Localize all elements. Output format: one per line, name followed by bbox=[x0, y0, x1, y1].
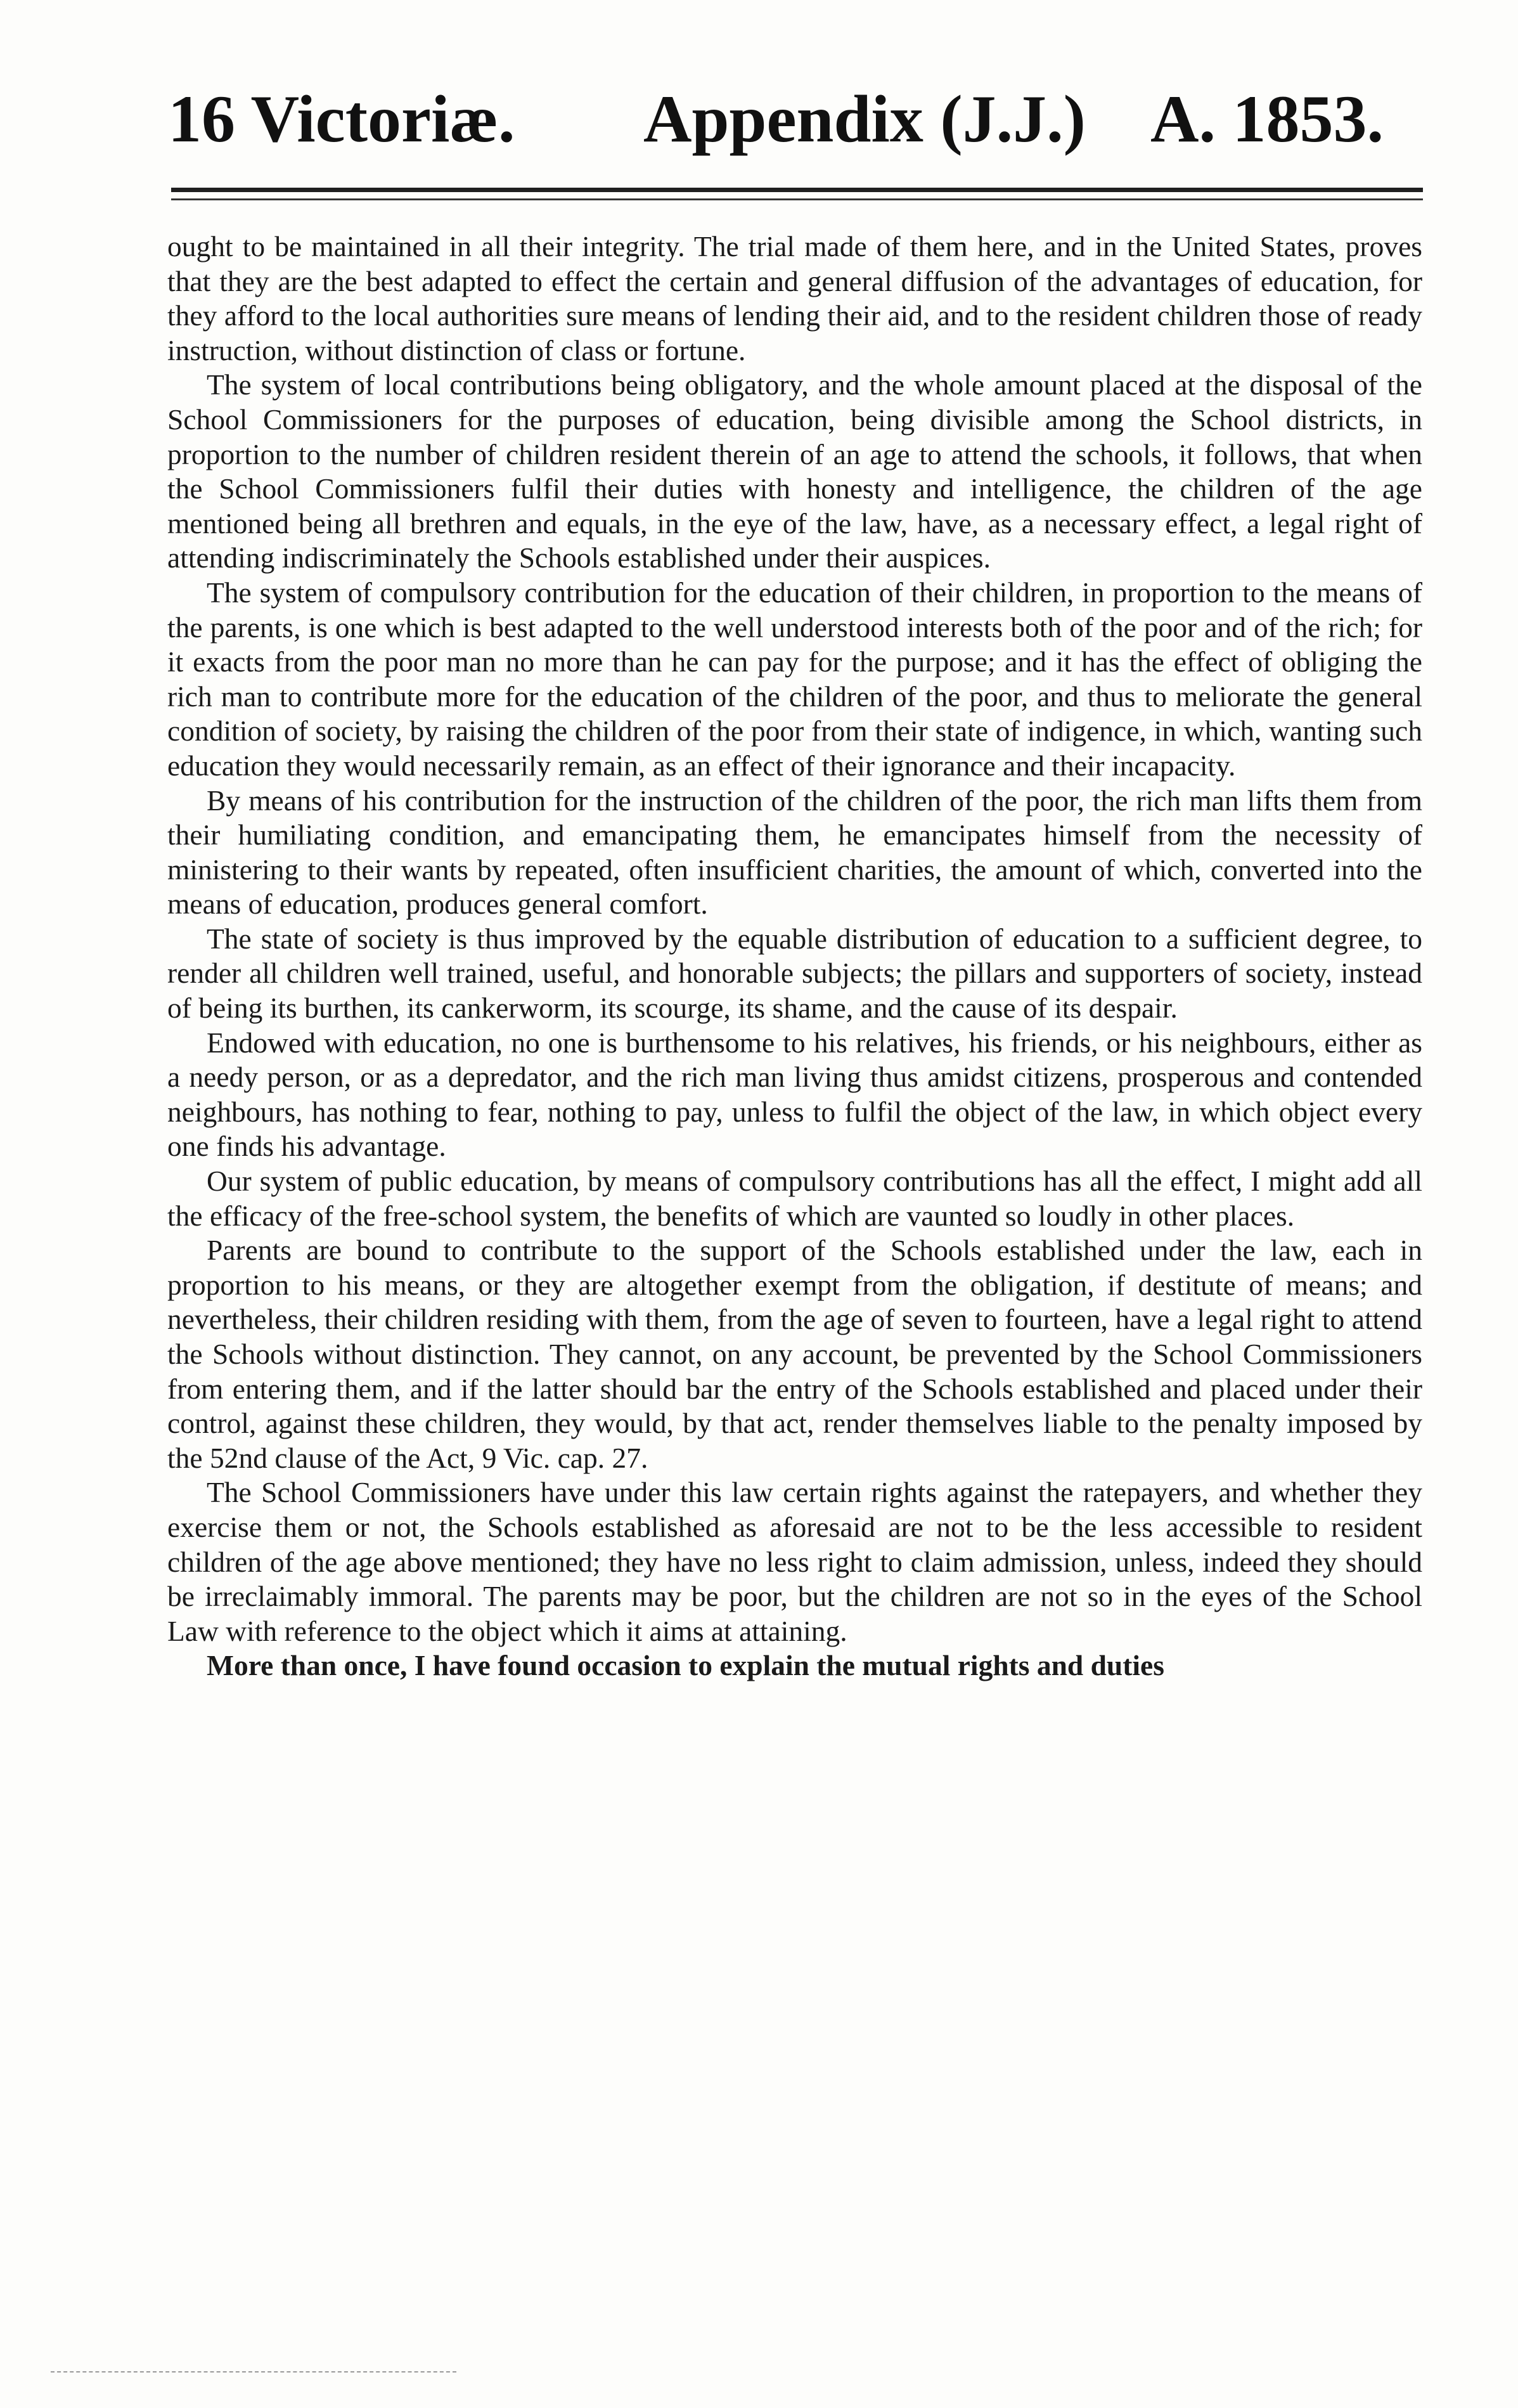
paragraph: Endowed with education, no one is burthensome to his relatives, his friends, or his neighbours, either as a needy person, or as a depredator, and the rich man living thus amidst citizens, prosperous and contended neighbours, has nothing to fear, nothing to pay, unless to fulfil the object of the law, in which object every one finds his advantage. bbox=[167, 1026, 1422, 1163]
paragraph: By means of his contribution for the instruction of the children of the poor, the rich man lifts them from their humiliating condition, and emancipating them, he emancipates himself from the necessity of ministering to their wants by repeated, often insufficient charities, the amount of which, converted into the means of education, produces general comfort. bbox=[167, 784, 1422, 921]
paragraph: The system of local contributions being obligatory, and the whole amount placed at the disposal of the School Commissioners for the purposes of education, being divisible among the School districts, in proportion to the number of children resident therein of an age to attend the schools, it follows, that when the School Commissioners fulfil their duties with honesty and intelligence, the children of the age mentioned being all brethren and equals, in the eye of the law, have, as a necessary effect, a legal right of attending indiscriminately the Schools established under their auspices. bbox=[167, 368, 1422, 574]
paragraph: Our system of public education, by means of compulsory contributions has all the effect, I might add all the efficacy of the free-school system, the benefits of which are vaunted so loudly in other places. bbox=[167, 1165, 1422, 1232]
paragraph: Parents are bound to contribute to the support of the Schools established under the law, each in proportion to his means, or they are altogether exempt from the obligation, if destitute of means; and nevertheless, their children residing with them, from the age of seven to fourteen, have a legal right to attend the Schools without distinction. They cannot, on any account, be prevented by the School Commissioners from entering them, and if the latter should bar the entry of the Schools established and placed under their control, against these children, they would, by that act, render themselves liable to the penalty imposed by the 52nd clause of the Act, 9 Vic. cap. 27. bbox=[167, 1234, 1422, 1474]
paragraph: The system of compulsory contribution for the education of their children, in proportion to the means of the parents, is one which is best adapted to the well understood interests both of the poor and of the rich; for it exacts from the poor man no more than he can pay for the purpose; and it has the effect of obliging the rich man to contribute more for the education of the children of the poor, and thus to meliorate the general condition of society, by raising the children of the poor from their state of indigence, in which, wanting such education they would necessarily remain, as an effect of their ignorance and their incapacity. bbox=[167, 576, 1422, 782]
header-rule-thick bbox=[171, 188, 1423, 192]
header-appendix: Appendix (J.J.) bbox=[643, 82, 1086, 156]
paragraph: The School Commissioners have under this law certain rights against the ratepayers, and whether they exercise them or not, the Schools established as aforesaid are not to be the less accessible to resident children of the age above mentioned; they have no less right to claim admission, unless, indeed they should be irreclaimably immoral. The parents may be poor, but the children are not so in the eyes of the School Law with reference to the object which it aims at attaining. bbox=[167, 1476, 1422, 1647]
paragraph: ought to be maintained in all their integrity. The trial made of them here, and in the United States, proves that they are the best adapted to effect the certain and general diffusion of the advantages of education, for they afford to the local authorities sure means of lending their aid, and to the resident children those of ready instruction, without distinction of class or fortune. bbox=[167, 230, 1422, 366]
paragraph: The state of society is thus improved by the equable distribution of education to a sufficient degree, to render all children well trained, useful, and honorable subjects; the pillars and supporters of society, instead of being its burthen, its cankerworm, its scourge, its shame, and the cause of its despair. bbox=[167, 922, 1422, 1025]
header-rule-thin bbox=[171, 198, 1423, 200]
scan-artifact bbox=[51, 2371, 456, 2376]
running-header bbox=[162, 75, 1423, 164]
paragraph: More than once, I have found occasion to explain the mutual rights and duties bbox=[207, 1649, 1164, 1682]
header-volume: 16 Victoriæ. bbox=[168, 82, 515, 156]
body-text bbox=[167, 230, 1422, 1683]
header-year: A. 1853. bbox=[1150, 82, 1384, 156]
